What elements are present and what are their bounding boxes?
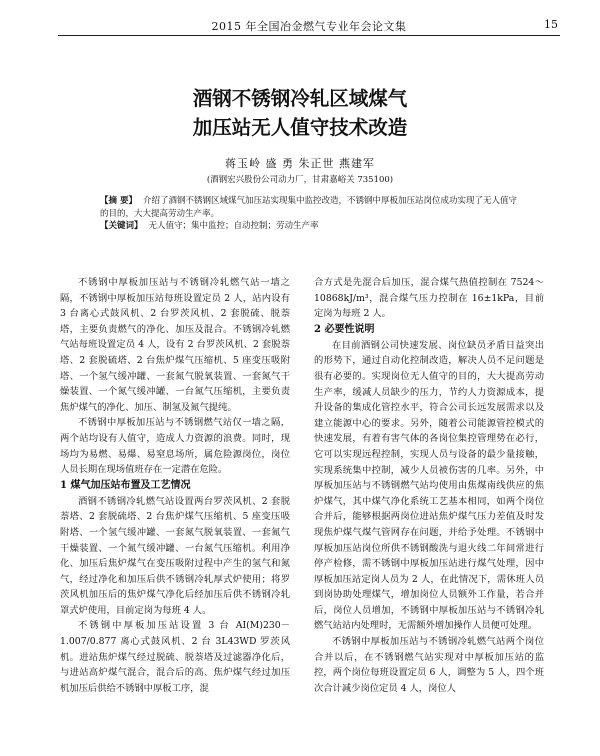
paper-title-line-2: 加压站无人值守技术改造: [192, 116, 408, 139]
abstract-text: 介绍了酒钢不锈钢区域煤气加压站实现集中监控改造，不锈钢中厚板加压站岗位成功实现了无人值守的目的，大大提高劳动生产率。: [100, 196, 517, 219]
abstract: [100, 195, 520, 220]
paragraph: 合方式是先混合后加压，混合煤气热值控制在 7524～10868kJ/m³，混合煤气压力控制在 16±1kPa，目前定岗为每班 2 人。: [314, 277, 544, 320]
paragraph: 不锈钢中厚板加压站设置 3 台 AI(M)230－1.007/0.877 离心式鼓风机、2 台 3L43WD 罗茨风机。进站焦炉煤气经过脱硫、脱萘塔及过滤器净化后，与进站高炉煤气混合，混合后的高、焦炉煤气经过加压机加压后供给不锈钢中厚板工序，混: [60, 620, 290, 694]
keywords: [100, 220, 520, 233]
authors: 蒋玉岭 盛 勇 朱正世 燕建军: [225, 157, 375, 170]
paragraph: 不锈钢中厚板加压站与不锈钢燃气站仅一墙之隔，两个站均设有人值守，造成人力资源的浪费。同时，现场均为易燃、易爆、易窒息场所，属危险源岗位，岗位人员长期在现场值班存在一定潜在危险。: [60, 417, 290, 476]
paragraph: 不锈钢中厚板加压站与不锈钢冷轧燃气站一墙之隔，不锈钢中厚板加压站每班设置定员 2 人，站内设有 3 台离心式鼓风机、2 台罗茨风机、2 套脱硫、脱萘塔，主要负责燃气的净化、加压及混合。不锈钢冷轧燃气站每班设置定员 4 人，设有 2 台罗茨风机、2 套脱萘塔、2 套脱硫塔、2 台焦炉煤气压缩机、5 座变压吸附塔、一个氢气缓冲罐、一套氮气脱氧装置、一套氮气干燥装置、一个氮气缓冲罐、一台氮气压缩机，主要负责焦炉煤气的净化、加压、制氢及氮气提纯。: [60, 277, 290, 413]
abstract-block: [100, 195, 520, 233]
paper-title-line-1: 酒钢不锈钢冷轧区域煤气: [192, 87, 408, 110]
running-header: [58, 15, 560, 36]
paragraph: 不锈钢中厚板加压站与不锈钢冷轧燃气站两个岗位合并以后，在不锈钢燃气站实现对中厚板加压站的监控，两个岗位每班设置定员 6 人，调整为 5 人，四个班次合计减少岗位定员 4 人，岗位人: [314, 636, 544, 694]
section-heading-2: 2 必要性说明: [314, 323, 375, 335]
abstract-label: 【摘 要】: [100, 196, 137, 206]
page-number: 15: [544, 18, 558, 31]
paper-title: [0, 84, 600, 142]
affiliation: (酒钢宏兴股份公司动力厂，甘肃嘉峪关 735100): [206, 175, 394, 185]
right-column: [314, 275, 544, 696]
header-title: 2015 年全国冶金燃气专业年会论文集: [211, 20, 407, 33]
paragraph: 酒钢不锈钢冷轧燃气站设置两台罗茨风机、2 套脱萘塔、2 套脱硫塔、2 台焦炉煤气压缩机、5 座变压吸附塔、一个氢气缓冲罐、一套氮气脱氧装置、一套氮气干燥装置、一个氮气缓冲罐、一台氮气压缩机。利用净化、加压后焦炉煤气在变压吸附过程中产生的氢气和氮气，经过净化和加压后供不锈钢冷轧厚式炉使用；将罗茨风机加压后的焦炉煤气净化后经加压后供不锈钢冷轧罩式炉使用，目前定岗为每班 4 人。: [60, 495, 290, 616]
keywords-label: 【关键词】: [100, 221, 143, 231]
keywords-text: 无人值守；集中监控；自动控制；劳动生产率: [148, 221, 319, 231]
left-column: [60, 275, 290, 696]
paragraph: 在目前酒钢公司快速发展、岗位缺员矛盾日益突出的形势下，通过自动化控制改造，解决人员不足问题是很有必要的。实现岗位无人值守的目的，大大提高劳动生产率，缓减人员缺少的压力，节约人力资源成本，提升设备的集成化管控水平，符合公司长远发展需求以及建立能源中心的要求。另外，随着公司能源管控模式的快速发展，有着有害气体的各岗位集控管理势在必行，它可以实现远程控制，实现人员与设备的最少量接触，实现系统集中控制，减少人员被伤害的几率。另外，中厚板加压站与不锈钢燃气站均使用由焦煤南线供应的焦炉煤气，其中煤气净化系统工艺基本相同，如两个岗位合并后，能够根据两岗位进站焦炉煤气压力差值及时发现焦炉煤气煤气管网存在问题，并给予处理。不锈钢中厚板加压站岗位所供不锈钢酸洗与退火线二年间常进行停产检修，需不锈钢中厚板加压站进行煤气处理，因中厚板加压站定岗人员为 2 人，在此情况下，需休班人员到岗协助处理煤气，增加岗位人员额外工作量，若合并后，岗位人员增加，不锈钢中厚板加压站与不锈钢冷轧燃气站站内处理时，无需额外增加操作人员便可处理。: [314, 339, 544, 632]
section-heading-1: 1 煤气加压站布置及工艺情况: [60, 479, 191, 491]
